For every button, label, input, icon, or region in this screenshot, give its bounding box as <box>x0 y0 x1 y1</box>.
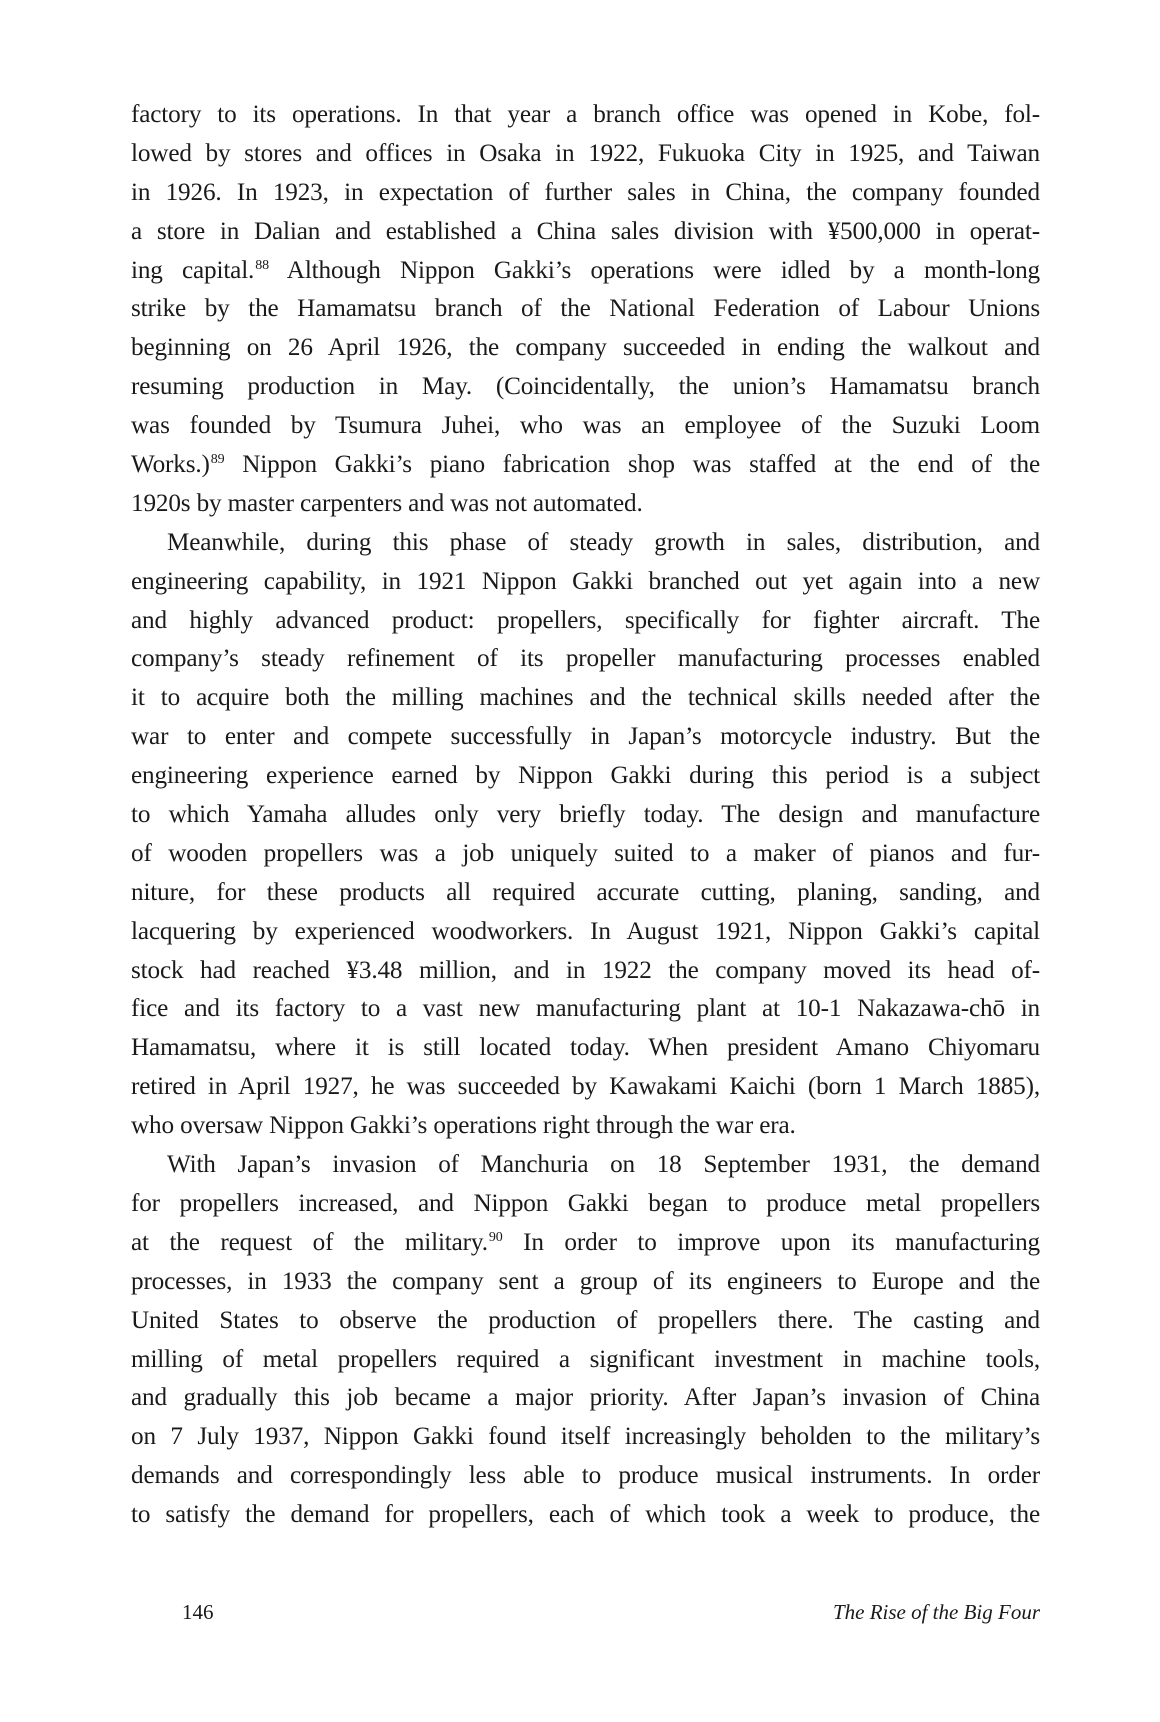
text-line <box>131 407 1040 446</box>
text-line <box>131 1263 1040 1302</box>
line-text: stock had reached ¥3.48 million, and in 1922 the company moved its head of- <box>131 956 1040 984</box>
running-title: The Rise of the Big Four <box>832 1600 1040 1624</box>
text-line <box>131 252 1040 291</box>
text-line <box>131 1224 1040 1263</box>
line-text: engineering capability, in 1921 Nippon Gakki branched out yet again into a new <box>131 567 1040 595</box>
paragraph <box>131 524 1040 1146</box>
paragraph <box>131 96 1040 524</box>
text-line <box>131 1341 1040 1380</box>
text-line <box>131 602 1040 641</box>
text-line <box>131 1379 1040 1418</box>
page-body <box>131 96 1040 1535</box>
line-text-after-footnote: In order to improve upon its manufacturing <box>502 1228 1040 1256</box>
footnote-ref[interactable]: 90 <box>488 1229 503 1245</box>
text-line <box>131 563 1040 602</box>
page-footer <box>0 1596 1160 1628</box>
line-text: engineering experience earned by Nippon Gakki during this period is a subject <box>131 762 1040 790</box>
text-line <box>131 1496 1040 1535</box>
line-text: who oversaw Nippon Gakki’s operations right through the war era. <box>131 1112 796 1140</box>
line-text: processes, in 1933 the company sent a group of its engineers to Europe and the <box>131 1267 1040 1295</box>
text-line <box>131 679 1040 718</box>
text-line <box>131 874 1040 913</box>
text-line <box>131 913 1040 952</box>
text-line <box>131 1185 1040 1224</box>
text-line <box>131 718 1040 757</box>
line-text: at the request of the military. <box>131 1228 488 1256</box>
line-text: Hamamatsu, where it is still located today. When president Amano Chiyomaru <box>131 1034 1040 1062</box>
page-number: 146 <box>182 1600 214 1624</box>
text-line <box>131 368 1040 407</box>
line-text: Works.) <box>131 451 210 479</box>
text-line <box>131 329 1040 368</box>
line-text: With Japan’s invasion of Manchuria on 18 September 1931, the demand <box>167 1151 1040 1179</box>
line-text: of wooden propellers was a job uniquely suited to a maker of pianos and fur- <box>131 839 1040 867</box>
line-text: ing capital. <box>131 256 255 284</box>
text-line <box>131 1029 1040 1068</box>
line-text: beginning on 26 April 1926, the company succeeded in ending the walkout and <box>131 334 1040 362</box>
text-line <box>131 485 1040 524</box>
text-line <box>131 1302 1040 1341</box>
text-line <box>131 757 1040 796</box>
line-text: to which Yamaha alludes only very briefly today. The design and manufacture <box>131 801 1040 829</box>
line-text: was founded by Tsumura Juhei, who was an employee of the Suzuki Loom <box>131 412 1040 440</box>
line-text: United States to observe the production of propellers there. The casting and <box>131 1306 1040 1334</box>
line-text: milling of metal propellers required a significant investment in machine tools, <box>131 1345 1040 1373</box>
text-line <box>131 174 1040 213</box>
line-text-after-footnote: Although Nippon Gakki’s operations were idled by a month-long <box>268 256 1040 284</box>
text-line <box>131 96 1040 135</box>
line-text: and gradually this job became a major priority. After Japan’s invasion of China <box>131 1384 1040 1412</box>
footnote-ref[interactable]: 89 <box>210 452 225 468</box>
line-text: strike by the Hamamatsu branch of the National Federation of Labour Unions <box>131 295 1040 323</box>
text-line <box>131 1457 1040 1496</box>
text-line <box>131 1146 1040 1185</box>
line-text: demands and correspondingly less able to produce musical instruments. In order <box>131 1462 1040 1490</box>
line-text-after-footnote: Nippon Gakki’s piano fabrication shop was staffed at the end of the <box>224 451 1040 479</box>
text-line <box>131 290 1040 329</box>
line-text: Meanwhile, during this phase of steady growth in sales, distribution, and <box>167 528 1040 556</box>
text-line <box>131 796 1040 835</box>
text-line <box>131 135 1040 174</box>
line-text: for propellers increased, and Nippon Gakki began to produce metal propellers <box>131 1189 1040 1217</box>
line-text: a store in Dalian and established a China sales division with ¥500,000 in operat- <box>131 217 1040 245</box>
text-line <box>131 446 1040 485</box>
line-text: it to acquire both the milling machines and the technical skills needed after the <box>131 684 1040 712</box>
text-line <box>131 640 1040 679</box>
line-text: to satisfy the demand for propellers, each of which took a week to produce, the <box>131 1501 1040 1529</box>
text-line <box>131 1068 1040 1107</box>
line-text: factory to its operations. In that year a branch office was opened in Kobe, fol- <box>131 101 1040 128</box>
line-text: retired in April 1927, he was succeeded by Kawakami Kaichi (born 1 March 1885), <box>131 1073 1040 1101</box>
line-text: lowed by stores and offices in Osaka in 1922, Fukuoka City in 1925, and Taiwan <box>131 139 1040 167</box>
line-text: 1920s by master carpenters and was not automated. <box>131 489 643 517</box>
line-text: niture, for these products all required accurate cutting, planing, sanding, and <box>131 878 1040 906</box>
line-text: in 1926. In 1923, in expectation of further sales in China, the company founded <box>131 178 1040 206</box>
line-text: lacquering by experienced woodworkers. In August 1921, Nippon Gakki’s capital <box>131 917 1040 945</box>
text-line <box>131 952 1040 991</box>
line-text: resuming production in May. (Coincidentally, the union’s Hamamatsu branch <box>131 373 1040 401</box>
text-line <box>131 1418 1040 1457</box>
paragraph <box>131 1146 1040 1535</box>
line-text: company’s steady refinement of its propeller manufacturing processes enabled <box>131 645 1040 673</box>
line-text: on 7 July 1937, Nippon Gakki found itself increasingly beholden to the military’s <box>131 1423 1040 1451</box>
footnote-ref[interactable]: 88 <box>255 257 269 273</box>
text-line <box>131 524 1040 563</box>
text-line <box>131 990 1040 1029</box>
text-line <box>131 213 1040 252</box>
line-text: war to enter and compete successfully in Japan’s motorcycle industry. But the <box>131 723 1040 751</box>
line-text: and highly advanced product: propellers, specifically for fighter aircraft. The <box>131 606 1040 634</box>
text-line <box>131 1107 1040 1146</box>
line-text: fice and its factory to a vast new manufacturing plant at 10-1 Nakazawa-chō in <box>131 995 1040 1023</box>
text-line <box>131 835 1040 874</box>
